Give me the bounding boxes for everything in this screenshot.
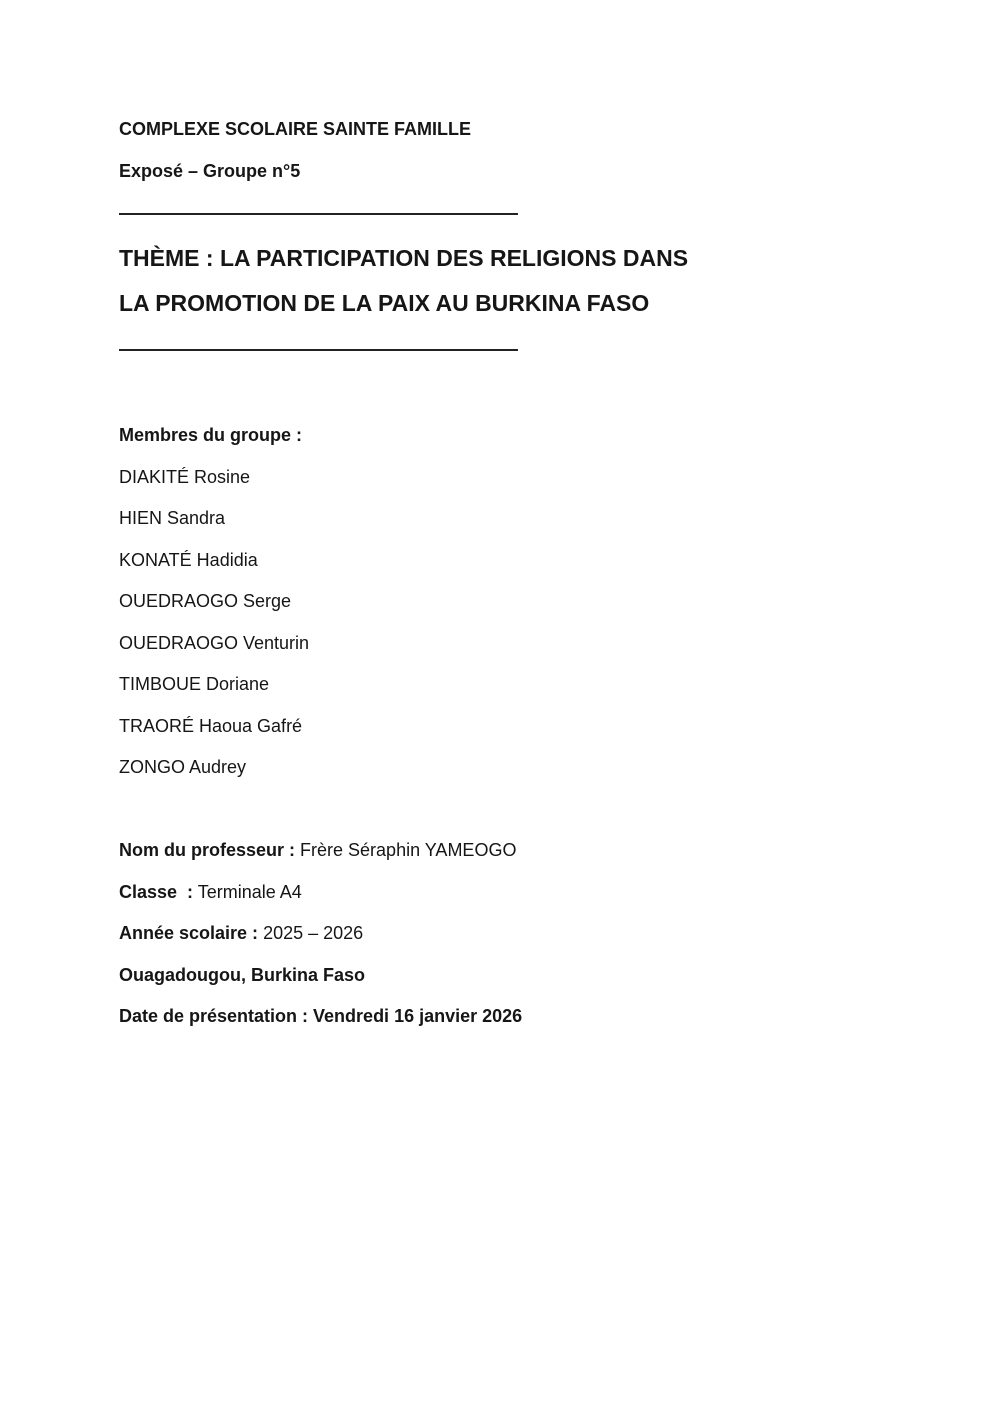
member-name: OUEDRAOGO Serge: [119, 591, 292, 611]
school-year-line: [119, 913, 873, 955]
class-line: [119, 872, 873, 914]
member-name: TRAORÉ Haoua Gafré: [119, 715, 303, 736]
presentation-date-line: Date de présentation : Vendredi 16 janvier 2026: [119, 1006, 523, 1026]
theme-title-line1: THÈME : LA PARTICIPATION DES RELIGIONS DANS: [119, 245, 689, 271]
member-name: DIAKITÉ Rosine: [119, 466, 251, 487]
class-label: Classe :: [119, 881, 194, 902]
class-value: Terminale A4: [193, 881, 302, 902]
school-name: COMPLEXE SCOLAIRE SAINTE FAMILLE: [119, 119, 472, 139]
member-name: ZONGO Audrey: [119, 757, 247, 777]
professor-value: Frère Séraphin YAMEOGO: [295, 840, 517, 860]
school-year-label: Année scolaire :: [119, 923, 259, 943]
member-name: KONATÉ Hadidia: [119, 549, 258, 570]
work-type: Exposé – Groupe n°5: [119, 161, 301, 181]
member-name: OUEDRAOGO Venturin: [119, 632, 310, 653]
separator-line: [119, 192, 518, 215]
theme-title-line2: LA PROMOTION DE LA PAIX AU BURKINA FASO: [119, 290, 650, 316]
school-year-value: 2025 – 2026: [258, 923, 364, 943]
location-line: Ouagadougou, Burkina Faso: [119, 964, 366, 985]
professor-line: [119, 830, 873, 872]
separator-line: [119, 326, 518, 351]
blank-line: [119, 789, 873, 831]
member-name: HIEN Sandra: [119, 508, 226, 528]
professor-label: Nom du professeur :: [119, 840, 296, 860]
member-name: TIMBOUE Doriane: [119, 674, 270, 694]
members-heading: Membres du groupe :: [119, 425, 303, 445]
